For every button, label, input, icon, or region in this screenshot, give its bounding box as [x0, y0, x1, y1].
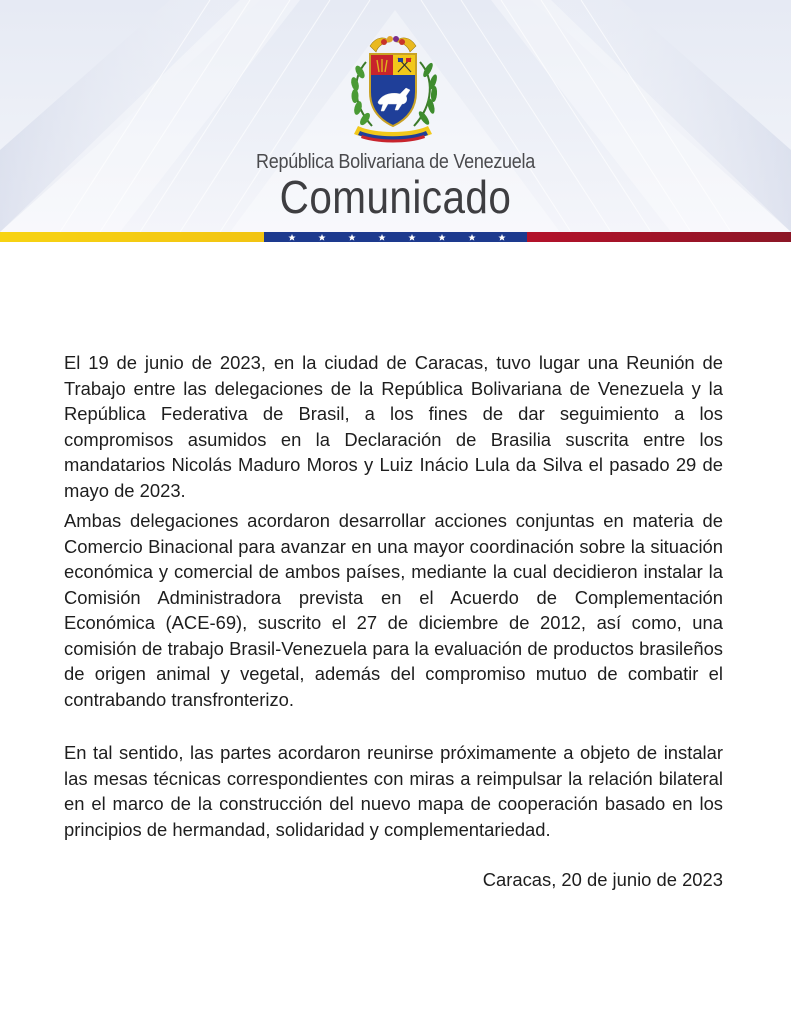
star-icon: [378, 234, 385, 241]
flag-stripe-yellow: [0, 232, 264, 242]
star-icon: [408, 234, 415, 241]
star-icon: [468, 234, 475, 241]
star-icons: [264, 232, 527, 242]
flag-stripe-blue: [264, 232, 527, 242]
flag-stripe-red: [527, 232, 791, 242]
country-name: República Bolivariana de Venezuela: [255, 151, 536, 173]
star-icon: [288, 234, 295, 241]
letterhead: [0, 0, 791, 232]
coat-of-arms-icon: [340, 34, 446, 144]
paragraph-agreements: Ambas delegaciones acordaron desarrollar acciones conjuntas en materia de Comercio Binacional para avanzar en una mayor coordinación sobre la situación económica y comercial de ambos países, mediante la cual decidieron instalar la Comisión Administradora prevista en el Acuerdo de Complementación Económica (ACE-69), suscrito el 27 de diciembre de 2012, así como, una comisión de trabajo Brasil-Venezuela para la evaluación de productos brasileños de origen animal y vegetal, además del compromiso mutuo de combatir el contrabando transfronterizo.: [64, 510, 723, 710]
star-icon: [348, 234, 355, 241]
paragraph-meeting: El 19 de junio de 2023, en la ciudad de Caracas, tuvo lugar una Reunión de Trabajo entre las delegaciones de la República Bolivariana de Venezuela y la República Federativa de Brasil, a los fines de dar seguimiento a los compromisos asumidos en la Declaración de Brasilia suscrita entre los mandatarios Nicolás Maduro Moros y Luiz Inácio Lula da Silva el pasado 29 de mayo de 2023.: [64, 352, 723, 501]
star-icon: [498, 234, 505, 241]
place-date: Caracas, 20 de junio de 2023: [482, 869, 723, 890]
flag-stripe: [0, 232, 791, 242]
page-title: Comunicado: [279, 171, 512, 223]
star-icon: [318, 234, 325, 241]
star-icon: [438, 234, 445, 241]
paragraph-next-steps: En tal sentido, las partes acordaron reunirse próximamente a objeto de instalar las mesas técnicas correspondientes con miras a reimpulsar la relación bilateral en el marco de la construcción del nuevo mapa de cooperación basado en los principios de hermandad, solidaridad y complementariedad.: [64, 742, 723, 840]
